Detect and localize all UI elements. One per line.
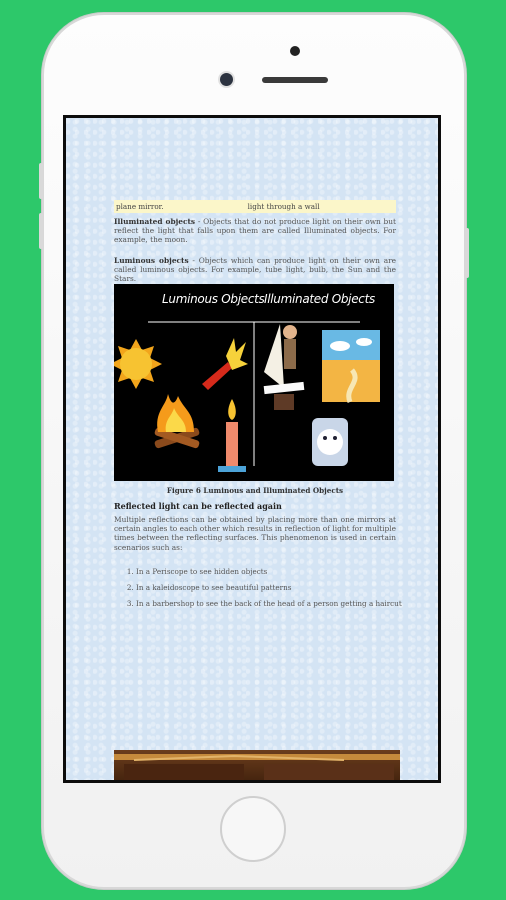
candle-icon [218, 399, 246, 472]
table-cell-left: plane mirror. [116, 202, 164, 211]
document-page[interactable] [66, 118, 438, 780]
next-figure-image [114, 750, 400, 780]
proximity-sensor [290, 46, 300, 56]
section-subheading: Reflected light can be reflected again [114, 501, 282, 511]
luminous-text: - Objects which can produce light on their own are called luminous objects. For example, tube light, bulb, the Sun and the Stars. [114, 256, 397, 284]
list-item: 3. In a barbershop to see the back of the head of a person getting a haircut [136, 596, 418, 612]
figure-heading-illuminated: Illuminated Objects [264, 292, 375, 306]
table-cell-right: light through a wall [247, 202, 320, 211]
home-button[interactable] [220, 796, 286, 862]
figure-artwork [114, 284, 394, 481]
screen [63, 115, 441, 783]
moon-icon [312, 418, 348, 466]
body-paragraph: Multiple reflections can be obtained by placing more than one mirrors at certain angles to each other which results in reflection of light for multiple times between the reflecting surfaces. This phenomenon is used in certain scenarios such as: [114, 515, 396, 552]
list-item: 1. In a Periscope to see hidden objects [136, 564, 418, 580]
luminous-illuminated-figure [114, 284, 394, 481]
list-item: 2. In a kaleidoscope to see beautiful patterns [136, 580, 418, 596]
volume-button [39, 163, 43, 199]
luminous-paragraph [114, 256, 396, 284]
front-camera [220, 73, 233, 86]
volume-button [39, 213, 43, 249]
earpiece-speaker [262, 77, 328, 83]
illuminated-term: Illuminated objects [114, 217, 196, 226]
illuminated-paragraph [114, 217, 396, 245]
torch-icon [202, 338, 248, 390]
highlighted-table-row [114, 200, 396, 213]
landscape-picture-icon [322, 330, 380, 402]
figure-heading-luminous: Luminous Objects [162, 292, 265, 306]
power-button [465, 228, 469, 278]
next-figure-artwork [114, 750, 400, 780]
illuminated-text: - Objects that do not produce light on their own but reflect the light that falls upon them are called Illuminated objects. For example, the moon. [114, 217, 397, 245]
figure-caption: Figure 6 Luminous and Illuminated Objects [166, 486, 344, 495]
reading-boy-icon [264, 324, 305, 410]
campfire-icon [154, 394, 200, 449]
uses-list [114, 564, 418, 612]
luminous-term: Luminous objects [114, 256, 189, 265]
sun-icon [114, 339, 162, 389]
